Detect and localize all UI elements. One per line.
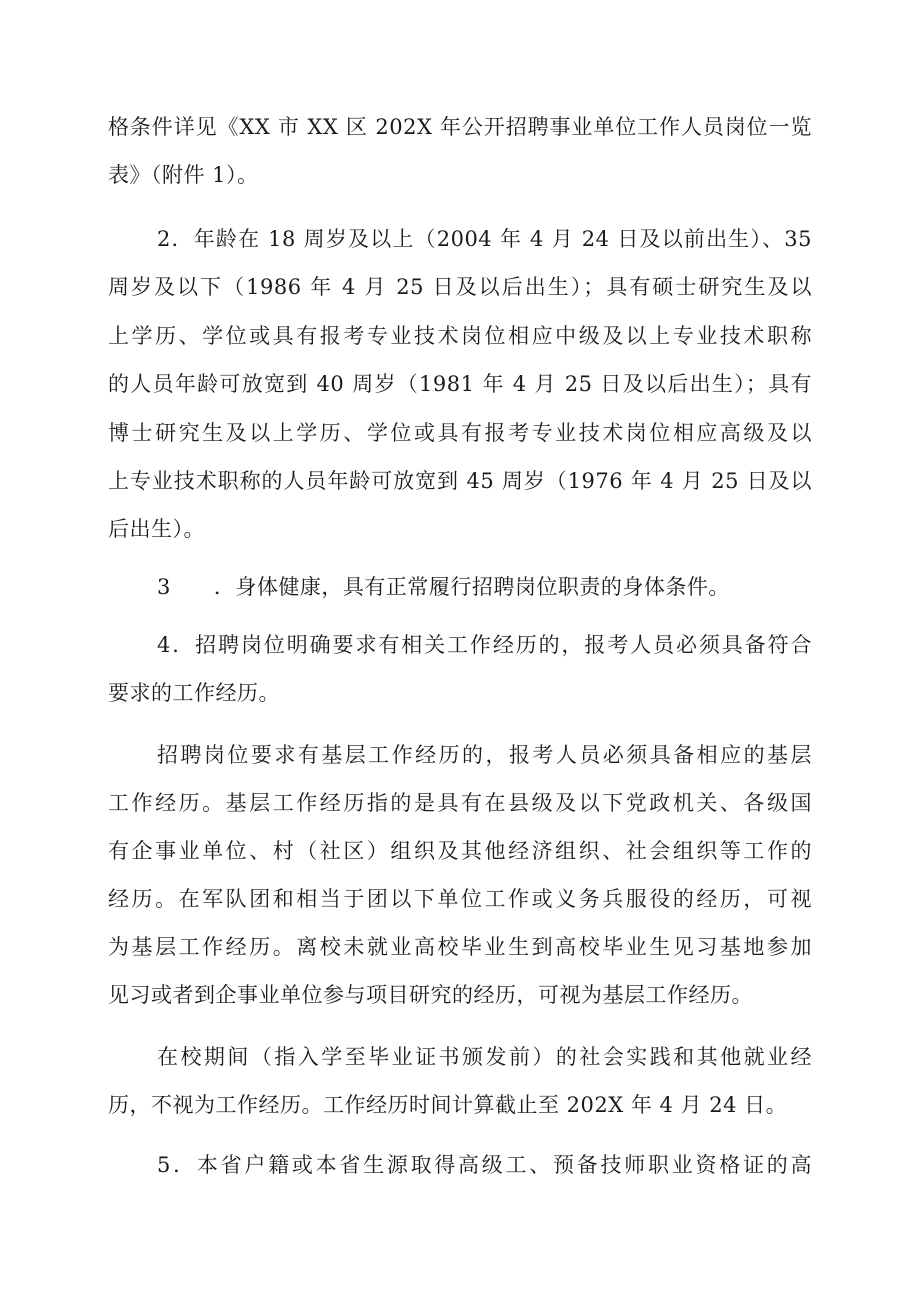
paragraph-line: 的人员年龄可放宽到 40 周岁（1981 年 4 月 25 日及以后出生）；具有 xyxy=(108,372,812,396)
paragraph-line: 格条件详见《XX 市 XX 区 202X 年公开招聘事业单位工作人员岗位一览 xyxy=(108,115,812,139)
paragraph-line: 经历。在军队团和相当于团以下单位工作或义务兵服役的经历，可视 xyxy=(108,887,812,911)
paragraph-line: 上专业技术职称的人员年龄可放宽到 45 周岁（1976 年 4 月 25 日及以 xyxy=(108,469,812,493)
paragraph-line: 有企事业单位、村（社区）组织及其他经济组织、社会组织等工作的 xyxy=(108,839,812,863)
paragraph-first-line: 2．年龄在 18 周岁及以上（2004 年 4 月 24 日及以前出生）、35 xyxy=(157,227,812,251)
paragraph-line: 表》（附件 1）。 xyxy=(108,163,259,187)
paragraph-line: 周岁及以下（1986 年 4 月 25 日及以后出生）；具有硕士研究生及以 xyxy=(108,275,812,299)
paragraph-line: 要求的工作经历。 xyxy=(108,681,280,705)
paragraph-first-line: 4．招聘岗位明确要求有相关工作经历的，报考人员必须具备符合 xyxy=(157,633,812,657)
paragraph-first-line: 在校期间（指入学至毕业证书颁发前）的社会实践和其他就业经 xyxy=(157,1045,812,1069)
paragraph-first-line: 招聘岗位要求有基层工作经历的，报考人员必须具备相应的基层 xyxy=(157,743,812,767)
paragraph-first-line: 5．本省户籍或本省生源取得高级工、预备技师职业资格证的高 xyxy=(157,1153,812,1177)
paragraph-line: 历，不视为工作经历。工作经历时间计算截止至 202X 年 4 月 24 日。 xyxy=(108,1093,788,1117)
paragraph-line: 见习或者到企事业单位参与项目研究的经历，可视为基层工作经历。 xyxy=(108,983,753,1007)
paragraph-line: 工作经历。基层工作经历指的是具有在县级及以下党政机关、各级国 xyxy=(108,791,812,815)
paragraph-line: 后出生）。 xyxy=(108,517,205,541)
paragraph-line: 上学历、学位或具有报考专业技术岗位相应中级及以上专业技术职称 xyxy=(108,324,812,348)
paragraph-line: 为基层工作经历。离校未就业高校毕业生到高校毕业生见习基地参加 xyxy=(108,935,812,959)
paragraph-line: 博士研究生及以上学历、学位或具有报考专业技术岗位相应高级及以 xyxy=(108,421,812,445)
paragraph-first-line: 3 ．身体健康，具有正常履行招聘岗位职责的身体条件。 xyxy=(157,575,730,599)
